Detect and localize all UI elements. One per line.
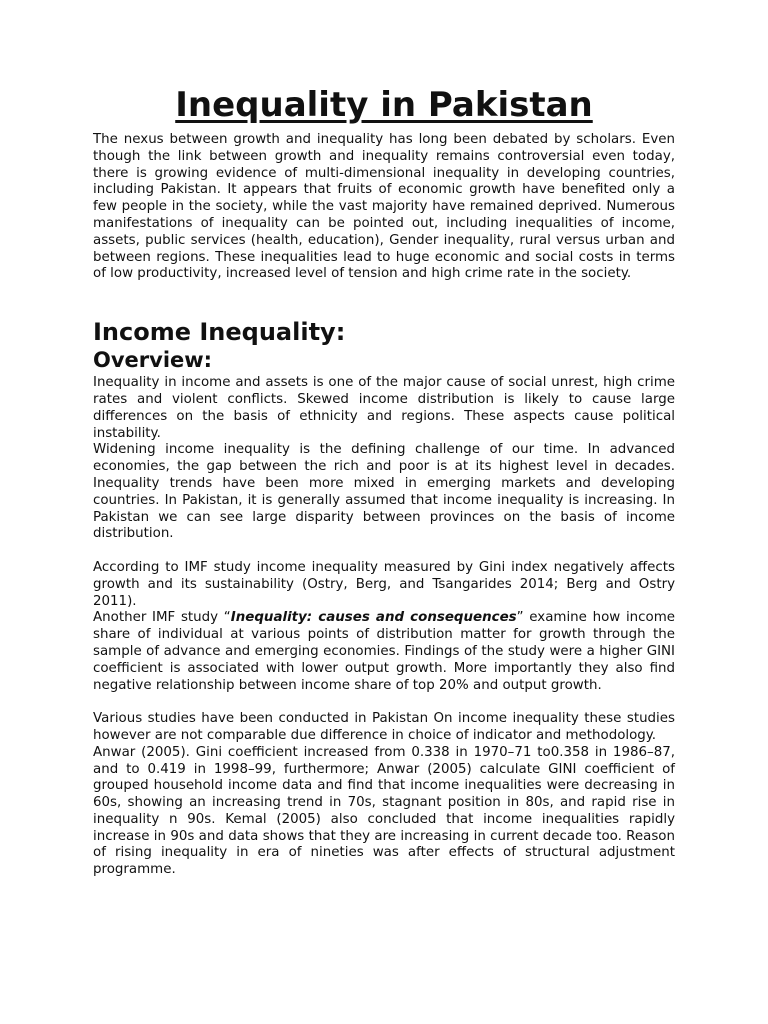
imf-paragraph-1: According to IMF study income inequality measured by Gini index negatively affects growth and its sustainability (Ostry, Berg, and Tsangarides 2014; Berg and Ostry 2011). [93, 559, 675, 609]
overview-paragraph-1: Inequality in income and assets is one of the major cause of social unrest, high crime rates and violent conflicts. Skewed income distribution is likely to cause large differences on the basis of ethnicity and regions. These aspects cause political instability. [93, 375, 675, 441]
imf-paragraph-2-rest: ” examine how income share of individual at various points of distribution matter for growth through the sample of advance and emerging economies. Findings of the study were a higher GINI coefficient is associated with lower output growth. More importantly they also find negative relationship between income share of top 20% and output growth. [93, 610, 675, 693]
subsection-heading-overview: Overview: [93, 348, 213, 373]
studies-paragraph-2: Anwar (2005). Gini coefficient increased from 0.338 in 1970–71 to0.358 in 1986–87, and to 0.419 in 1998–99, furthermore; Anwar (2005) calculate GINI coefficient of grouped household income data and find that income inequalities were decreasing in 60s, showing an increasing trend in 70s, stagnant position in 80s, and rapid rise in inequality n 90s. Kemal (2005) also concluded that income inequalities rapidly increase in 90s and data shows that they are increasing in current decade too. Reason of rising inequality in era of nineties was after effects of structural adjustment programme. [93, 744, 675, 878]
section-heading-income-inequality: Income Inequality: [93, 318, 346, 347]
studies-paragraph-1: Various studies have been conducted in Pakistan On income inequality these studies however are not comparable due difference in choice of indicator and methodology. [93, 711, 675, 743]
document-page [93, 82, 675, 879]
intro-paragraph: The nexus between growth and inequality has long been debated by scholars. Even though the link between growth and inequality remains controversial even today, there is growing evidence of multi-dimensional inequality in developing countries, including Pakistan. It appears that fruits of economic growth have benefited only a few people in the society, while the vast majority have remained deprived. Numerous manifestations of inequality can be pointed out, including inequalities of income, assets, public services (health, education), Gender inequality, rural versus urban and between regions. These inequalities lead to huge economic and social costs in terms of low productivity, increased level of tension and high crime rate in the society. [93, 132, 675, 282]
imf-study-title: Inequality: causes and consequences [230, 610, 517, 626]
overview-paragraph-2: Widening income inequality is the defining challenge of our time. In advanced economies, the gap between the rich and poor is at its highest level in decades. Inequality trends have been more mixed in emerging markets and developing countries. In Pakistan, it is generally assumed that income inequality is increasing. In Pakistan we can see large disparity between provinces on the basis of income distribution. [93, 442, 675, 542]
document-title: Inequality in Pakistan [175, 85, 593, 125]
imf-paragraph-2 [93, 610, 675, 694]
imf-paragraph-2-lead: Another IMF study “ [93, 610, 231, 626]
